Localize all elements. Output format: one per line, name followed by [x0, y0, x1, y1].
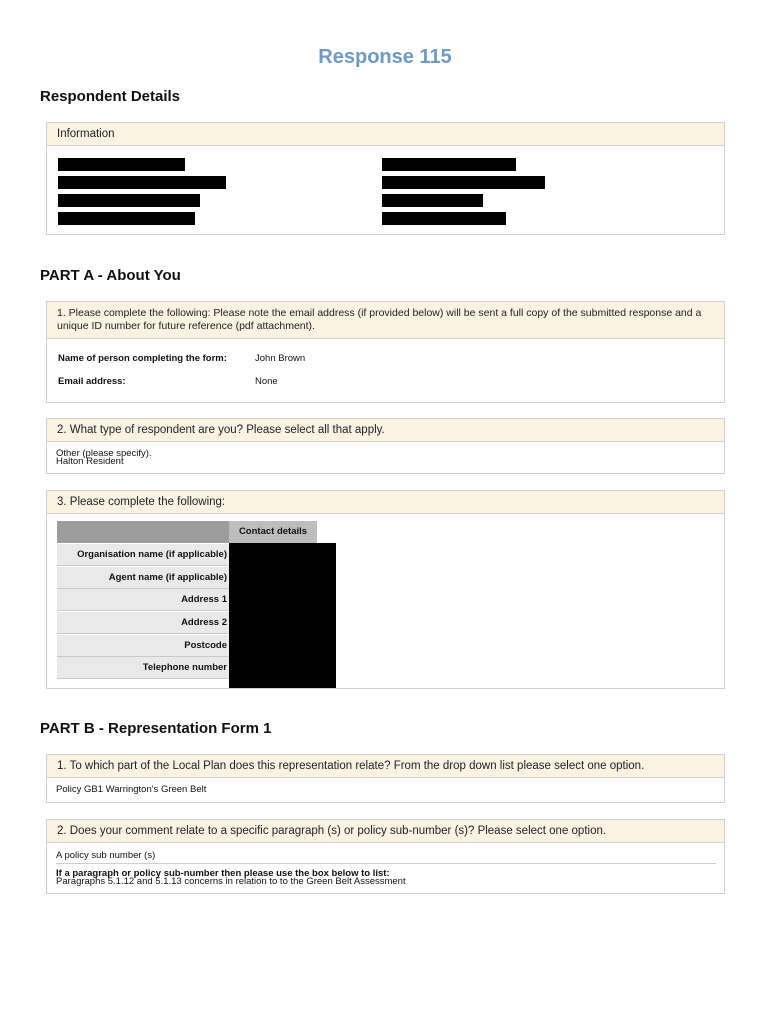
contact-row-label: Telephone number: [57, 657, 229, 679]
email-value: None: [255, 376, 278, 387]
contact-details-header: Contact details: [229, 521, 317, 543]
part-b-heading: PART B - Representation Form 1: [40, 720, 272, 737]
part-b-q2-question: 2. Does your comment relate to a specific paragraph (s) or policy sub-number (s)? Please select one option.: [47, 820, 724, 843]
part-a-q3-question: 3. Please complete the following:: [47, 491, 724, 514]
redacted-block: [382, 176, 545, 189]
part-b-q1-question: 1. To which part of the Local Plan does this representation relate? From the drop down list please select one option.: [47, 755, 724, 778]
information-header: Information: [47, 123, 724, 146]
contact-table-header: [57, 521, 317, 543]
respondent-details-heading: Respondent Details: [40, 88, 181, 105]
part-a-q2-question: 2. What type of respondent are you? Please select all that apply.: [47, 419, 724, 442]
local-plan-part-answer: Policy GB1 Warrington's Green Belt: [56, 784, 207, 795]
part-a-q2-box: [46, 418, 725, 474]
redacted-block: [58, 194, 200, 207]
part-b-q2-box: [46, 819, 725, 894]
contact-row-label: Postcode: [57, 635, 229, 657]
paragraph-type-answer: A policy sub number (s): [56, 850, 156, 861]
redacted-block: [58, 176, 226, 189]
part-a-heading: PART A - About You: [40, 267, 181, 284]
redacted-block: [58, 158, 185, 171]
list-label: If a paragraph or policy sub-number then please use the box below to list:: [56, 868, 390, 879]
respondent-type-answer: Other (please specify).: [56, 448, 152, 459]
part-b-q1-box: [46, 754, 725, 803]
part-a-q1-text: 1. Please complete the following: Please note the email address (if provided below) will be sent a full copy of the submitted response and a unique ID number for future reference (pdf attachment).: [57, 307, 702, 332]
contact-row-label: Organisation name (if applicable): [57, 544, 229, 566]
redacted-block: [382, 212, 506, 225]
part-a-q3-box: [46, 490, 725, 689]
part-a-q1-box: [46, 301, 725, 403]
respondent-type-detail: Halton Resident: [56, 456, 124, 467]
information-box: [46, 122, 725, 235]
list-value: Paragraphs 5.1.12 and 5.1.13 concerns in relation to to the Green Belt Assessment: [56, 876, 406, 887]
redacted-block: [58, 212, 195, 225]
contact-row-label: Address 2: [57, 612, 229, 634]
name-value: John Brown: [255, 353, 306, 364]
divider: [56, 863, 716, 864]
part-a-q1-question: [47, 302, 724, 339]
redacted-block: [382, 158, 516, 171]
redacted-block: [382, 194, 483, 207]
contact-row-label: Agent name (if applicable): [57, 567, 229, 589]
name-label: Name of person completing the form:: [58, 353, 227, 364]
redacted-contact-details: [229, 543, 336, 688]
page-title: Response 115: [318, 46, 452, 68]
contact-row-label: Address 1: [57, 589, 229, 611]
email-label: Email address:: [58, 376, 126, 387]
